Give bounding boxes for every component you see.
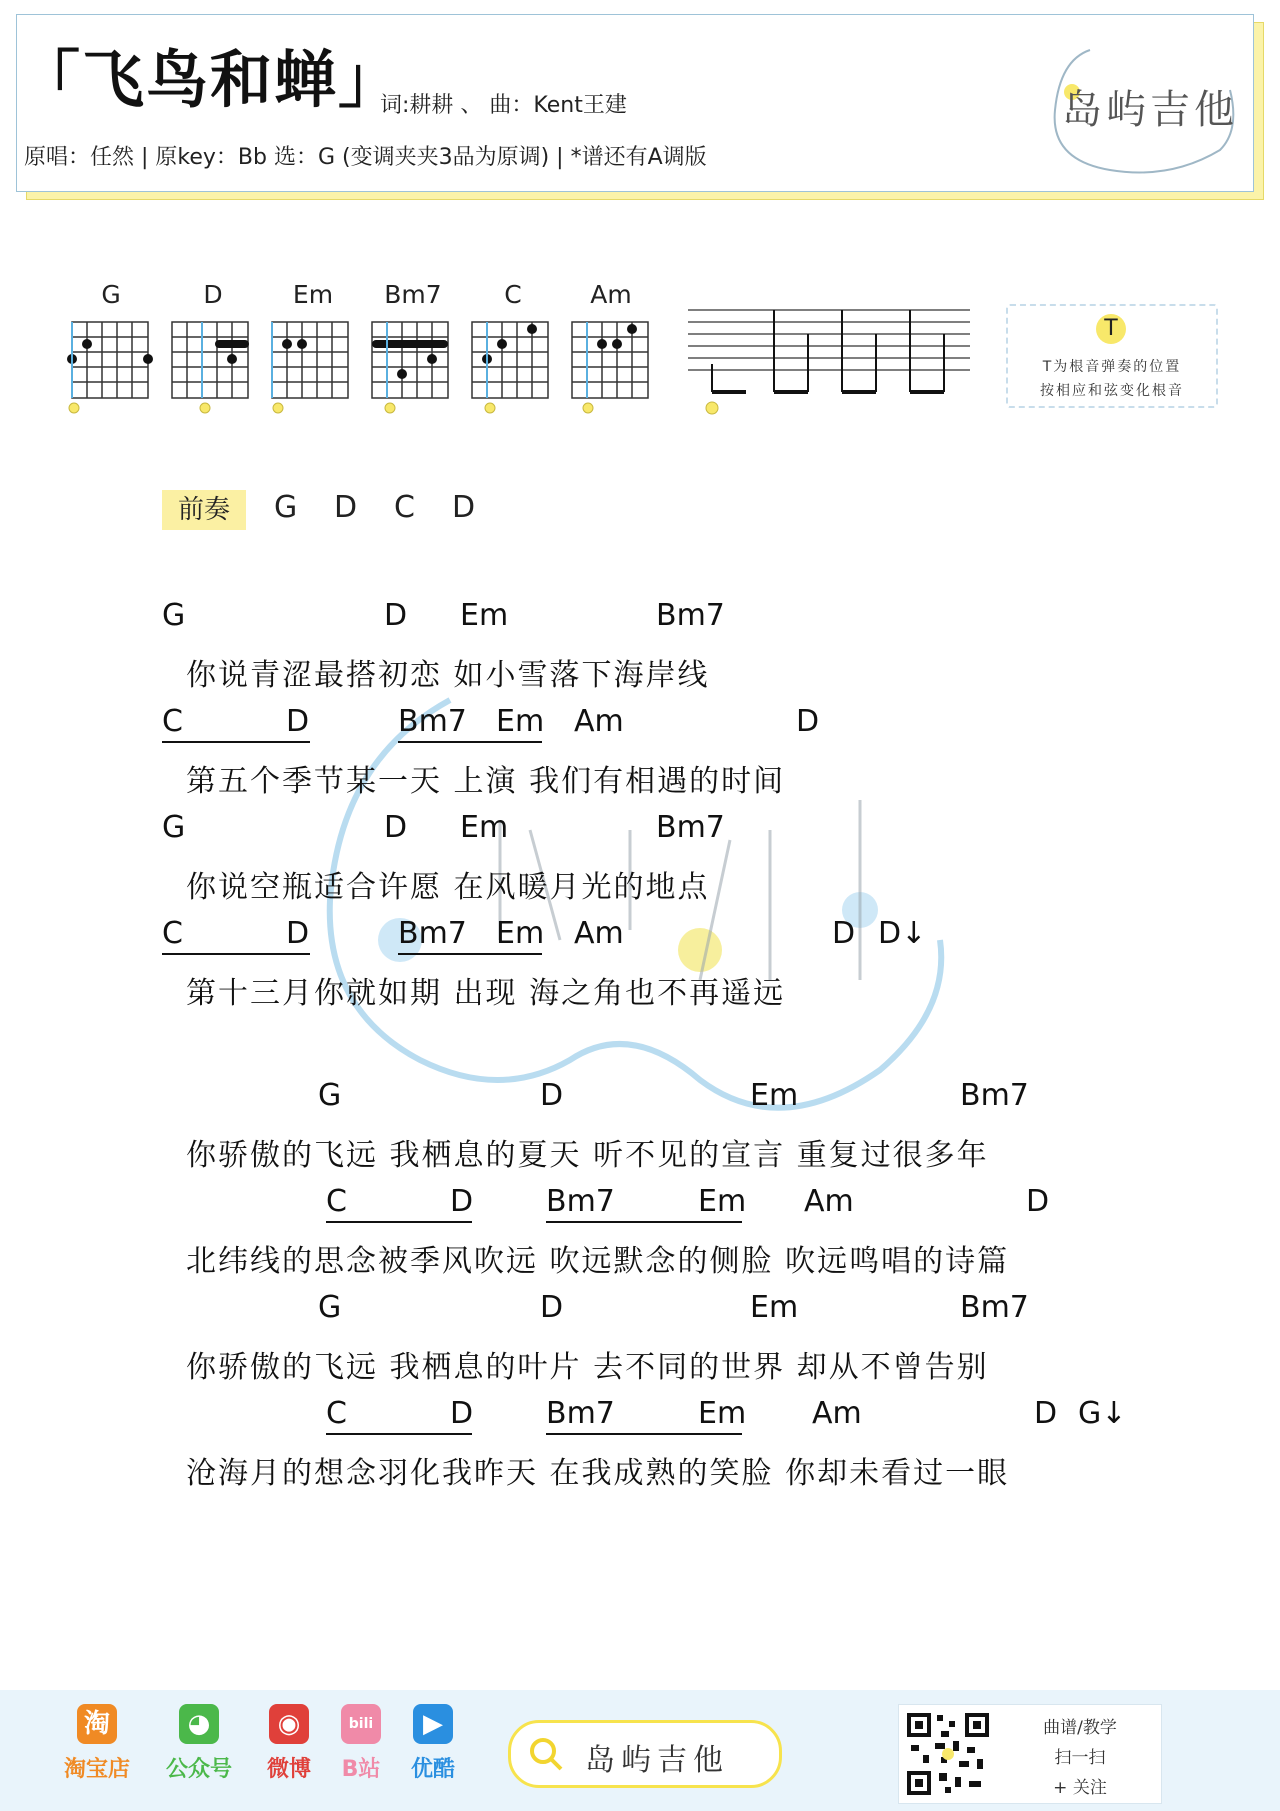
song-title: 「飞鸟和蝉」 — [18, 43, 403, 116]
bilibili-label: B站 — [341, 1757, 381, 1782]
qr-line3: + 关注 — [1053, 1778, 1107, 1798]
lyric-line: 第五个季节某一天 上演 我们有相遇的时间 — [186, 764, 786, 799]
chord-name: C — [504, 280, 522, 309]
taobao-icon: 淘 — [77, 1704, 117, 1744]
youku-icon: ▶ — [413, 1704, 453, 1744]
chord-name: Bm7 — [384, 280, 442, 309]
youku-link[interactable] — [398, 1704, 468, 1783]
chord-symbol: Bm7 — [960, 1078, 1029, 1113]
chord-underline — [162, 741, 310, 743]
intro-chord: G — [274, 490, 298, 525]
qr-line2: 扫一扫 — [1054, 1748, 1106, 1768]
chord-symbol: Bm7 — [546, 1396, 615, 1431]
tab-note-line2: 按相应和弦变化根音 — [1040, 383, 1184, 399]
chord-name: G — [101, 280, 121, 309]
search-box[interactable] — [508, 1720, 782, 1788]
qr-line1: 曲谱/教学 — [1043, 1718, 1117, 1738]
strum-tab-icon — [686, 300, 972, 420]
footer-bar — [0, 1690, 1280, 1811]
chord-symbol: D — [540, 1290, 564, 1325]
chord-symbol: G↓ — [1078, 1396, 1127, 1431]
chord-underline — [546, 1433, 742, 1435]
bilibili-icon: bili — [341, 1704, 381, 1744]
chord-symbol: Bm7 — [960, 1290, 1029, 1325]
chord-underline — [326, 1221, 472, 1223]
chord-name: D — [203, 280, 223, 309]
lyric-line: 你骄傲的飞远 我栖息的叶片 去不同的世界 却从不曾告别 — [186, 1350, 989, 1385]
qr-code-icon[interactable] — [905, 1711, 991, 1797]
chord-symbol: C — [162, 916, 183, 951]
chord-symbol: D — [1026, 1184, 1050, 1219]
chord-underline — [546, 1221, 742, 1223]
chord-symbol: D — [286, 916, 310, 951]
chord-symbol: Bm7 — [398, 704, 467, 739]
lyric-line: 北纬线的思念被季风吹远 吹远默念的侧脸 吹远鸣唱的诗篇 — [186, 1244, 1010, 1279]
root-note-symbol: T — [1096, 314, 1126, 344]
chord-underline — [162, 953, 310, 955]
chord-symbol: G — [162, 810, 186, 845]
lyric-line: 你骄傲的飞远 我栖息的夏天 听不见的宣言 重复过很多年 — [186, 1138, 989, 1173]
chord-symbol: C — [326, 1396, 347, 1431]
chord-symbol: Em — [750, 1078, 799, 1113]
chord-grids-icon — [60, 310, 660, 420]
chord-symbol: D — [286, 704, 310, 739]
chord-symbol: Em — [460, 810, 509, 845]
lyric-line: 你说空瓶适合许愿 在风暖月光的地点 — [186, 870, 710, 905]
chord-symbol: D — [450, 1184, 474, 1219]
chord-symbol: Em — [496, 704, 545, 739]
lyric-line: 沧海月的想念羽化我昨天 在我成熟的笑脸 你却未看过一眼 — [186, 1456, 1010, 1491]
taobao-label: 淘宝店 — [63, 1757, 130, 1782]
chord-symbol: D↓ — [878, 916, 927, 951]
chord-symbol: Am — [812, 1396, 862, 1431]
chord-symbol: G — [162, 598, 186, 633]
wechat-link[interactable] — [164, 1704, 234, 1783]
weibo-link[interactable] — [254, 1704, 324, 1783]
chord-symbol: Em — [698, 1184, 747, 1219]
wechat-label: 公众号 — [165, 1757, 232, 1782]
tab-note-box — [1006, 304, 1218, 408]
chord-symbol: D — [540, 1078, 564, 1113]
chord-symbol: D — [384, 810, 408, 845]
chord-symbol: Bm7 — [398, 916, 467, 951]
chord-symbol: Am — [574, 916, 624, 951]
search-icon — [527, 1735, 565, 1773]
wechat-icon: ◕ — [179, 1704, 219, 1744]
chord-symbol: Am — [804, 1184, 854, 1219]
chord-underline — [326, 1433, 472, 1435]
weibo-label: 微博 — [266, 1757, 311, 1782]
chord-symbol: Em — [496, 916, 545, 951]
chord-symbol: D — [450, 1396, 474, 1431]
tab-note-line1: T为根音弹奏的位置 — [1042, 359, 1182, 375]
chord-symbol: D — [832, 916, 856, 951]
chord-name: Am — [590, 280, 632, 309]
chord-symbol: Bm7 — [656, 810, 725, 845]
intro-chord: C — [394, 490, 415, 525]
qr-card — [898, 1704, 1162, 1804]
intro-chord: D — [452, 490, 476, 525]
intro-label: 前奏 — [162, 490, 246, 530]
chord-symbol: Em — [460, 598, 509, 633]
chord-symbol: D — [796, 704, 820, 739]
chord-symbol: Am — [574, 704, 624, 739]
lyric-line: 第十三月你就如期 出现 海之角也不再遥远 — [186, 976, 786, 1011]
weibo-icon: ◉ — [269, 1704, 309, 1744]
chord-underline — [398, 953, 542, 955]
lyric-line: 你说青涩最搭初恋 如小雪落下海岸线 — [186, 658, 710, 693]
watermark-logo-icon — [300, 680, 980, 1150]
taobao-link[interactable] — [62, 1704, 132, 1783]
song-credits: 词:耕耕 、 曲：Kent王建 — [380, 93, 627, 118]
bilibili-link[interactable] — [326, 1704, 396, 1783]
chord-symbol: Bm7 — [656, 598, 725, 633]
song-info: 原唱：任然 | 原key：Bb 选：G (变调夹夹3品为原调) | *谱还有A调版 — [24, 145, 707, 170]
chord-symbol: Bm7 — [546, 1184, 615, 1219]
chord-symbol: Em — [750, 1290, 799, 1325]
chord-name: Em — [292, 280, 334, 309]
chord-symbol: G — [318, 1078, 342, 1113]
chord-underline — [398, 741, 542, 743]
chord-symbol: C — [162, 704, 183, 739]
intro-chord: D — [334, 490, 358, 525]
chord-symbol: Em — [698, 1396, 747, 1431]
chord-symbol: C — [326, 1184, 347, 1219]
chord-symbol: D — [1034, 1396, 1058, 1431]
youku-label: 优酷 — [410, 1757, 455, 1782]
chord-symbol: G — [318, 1290, 342, 1325]
search-label: 岛屿吉他 — [585, 1743, 729, 1778]
logo-text: 岛屿吉他 — [1062, 87, 1238, 133]
chord-symbol: D — [384, 598, 408, 633]
